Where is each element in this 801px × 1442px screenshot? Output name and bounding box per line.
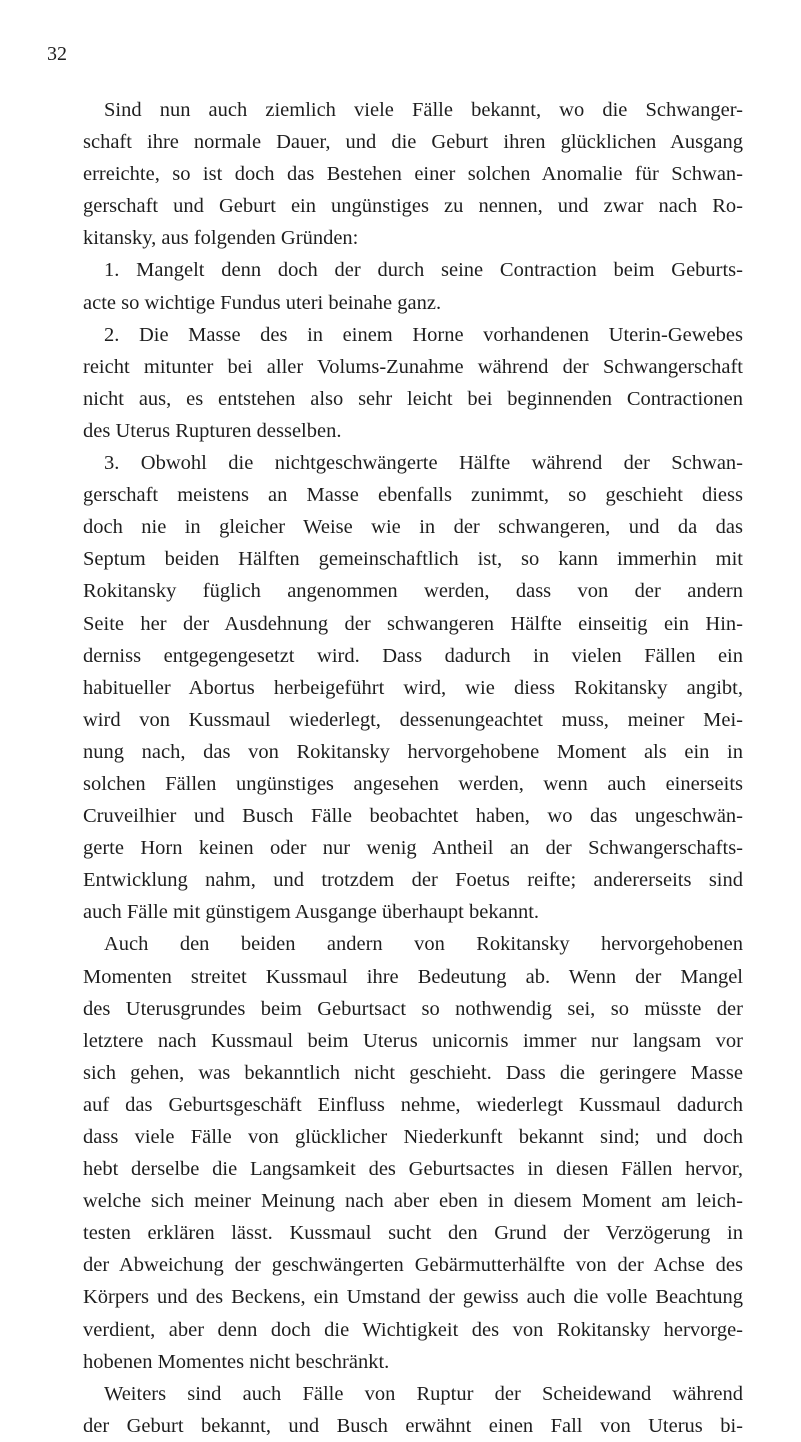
text-line: Auch den beiden andern von Rokitansky hervorgehobenen — [104, 933, 743, 956]
text-line: kitansky, aus folgenden Gründen: — [83, 227, 359, 250]
text-line: reicht mitunter bei aller Volums-Zunahme während der Schwangerschaft — [83, 355, 743, 378]
text-line: auch Fälle mit günstigem Ausgange überhaupt bekannt. — [83, 901, 540, 924]
text-line: acte so wichtige Fundus uteri beinahe ganz. — [83, 291, 442, 314]
text-line: 1. Mangelt denn doch der durch seine Contraction beim Geburts- — [104, 259, 743, 282]
text-line: Septum beiden Hälften gemeinschaftlich ist, so kann immerhin mit — [83, 548, 743, 571]
text-line: welche sich meiner Meinung nach aber eben in diesem Moment am leich- — [83, 1190, 743, 1213]
text-line: nung nach, das von Rokitansky hervorgehobene Moment als ein in — [83, 740, 743, 763]
text-line: dass viele Fälle von glücklicher Niederkunft bekannt sind; und doch — [83, 1126, 743, 1148]
text-line: hobenen Momentes nicht beschränkt. — [83, 1350, 390, 1373]
text-line: wird von Kussmaul wiederlegt, dessenungeachtet muss, meiner Mei- — [83, 708, 743, 731]
text-line: solchen Fällen ungünstiges angesehen werden, wenn auch einerseits — [83, 772, 743, 795]
text-line: Weiters sind auch Fälle von Ruptur der Scheidewand während — [104, 1382, 743, 1405]
text-line: Entwicklung nahm, und trotzdem der Foetus reifte; andererseits sind — [83, 869, 743, 892]
text-line: gerschaft meistens an Masse ebenfalls zunimmt, so geschieht diess — [83, 484, 743, 507]
page-number: 32 — [47, 43, 67, 65]
body-text — [83, 94, 743, 1442]
text-line: letztere nach Kussmaul beim Uterus unicornis immer nur langsam vor — [83, 1029, 743, 1052]
text-line: gerte Horn keinen oder nur wenig Antheil an der Schwangerschafts- — [83, 837, 743, 860]
text-line: erreichte, so ist doch das Bestehen einer solchen Anomalie für Schwan- — [83, 163, 743, 186]
text-line: des Uterus Rupturen desselben. — [83, 419, 342, 442]
text-line: Momenten streitet Kussmaul ihre Bedeutung ab. Wenn der Mangel — [83, 965, 743, 988]
text-line: doch nie in gleicher Weise wie in der schwangeren, und da das — [83, 516, 743, 539]
text-line: verdient, aber denn doch die Wichtigkeit des von Rokitansky hervorge- — [83, 1318, 743, 1341]
text-line: der Abweichung der geschwängerten Gebärmutterhälfte von der Achse des — [83, 1254, 743, 1277]
text-line: 3. Obwohl die nichtgeschwängerte Hälfte während der Schwan- — [104, 452, 743, 475]
text-line: nicht aus, es entstehen also sehr leicht bei beginnenden Contractionen — [83, 387, 743, 410]
text-line: auf das Geburtsgeschäft Einfluss nehme, wiederlegt Kussmaul dadurch — [83, 1093, 743, 1116]
text-line: hebt derselbe die Langsamkeit des Geburtsactes in diesen Fällen hervor, — [83, 1158, 743, 1181]
text-line: 2. Die Masse des in einem Horne vorhandenen Uterin-Gewebes — [104, 323, 743, 346]
text-line: derniss entgegengesetzt wird. Dass dadurch in vielen Fällen ein — [83, 644, 743, 667]
text-line: Seite her der Ausdehnung der schwangeren Hälfte einseitig ein Hin- — [83, 612, 743, 635]
text-line: Rokitansky füglich angenommen werden, dass von der andern — [83, 580, 743, 603]
text-line: habitueller Abortus herbeigeführt wird, wie diess Rokitansky angibt, — [83, 676, 743, 699]
text-line: gerschaft und Geburt ein ungünstiges zu nennen, und zwar nach Ro- — [83, 195, 743, 218]
text-line: der Geburt bekannt, und Busch erwähnt einen Fall von Uterus bi- — [83, 1414, 743, 1437]
text-line: des Uterusgrundes beim Geburtsact so nothwendig sei, so müsste der — [83, 997, 743, 1020]
text-line: testen erklären lässt. Kussmaul sucht den Grund der Verzögerung in — [83, 1222, 743, 1245]
text-line: Sind nun auch ziemlich viele Fälle bekannt, wo die Schwanger- — [104, 99, 743, 121]
text-line: schaft ihre normale Dauer, und die Geburt ihren glücklichen Ausgang — [83, 131, 743, 154]
text-line: sich gehen, was bekanntlich nicht geschieht. Dass die geringere Masse — [83, 1061, 743, 1084]
text-line: Cruveilhier und Busch Fälle beobachtet haben, wo das ungeschwän- — [83, 805, 743, 828]
text-line: Körpers und des Beckens, ein Umstand der gewiss auch die volle Beachtung — [83, 1286, 743, 1309]
